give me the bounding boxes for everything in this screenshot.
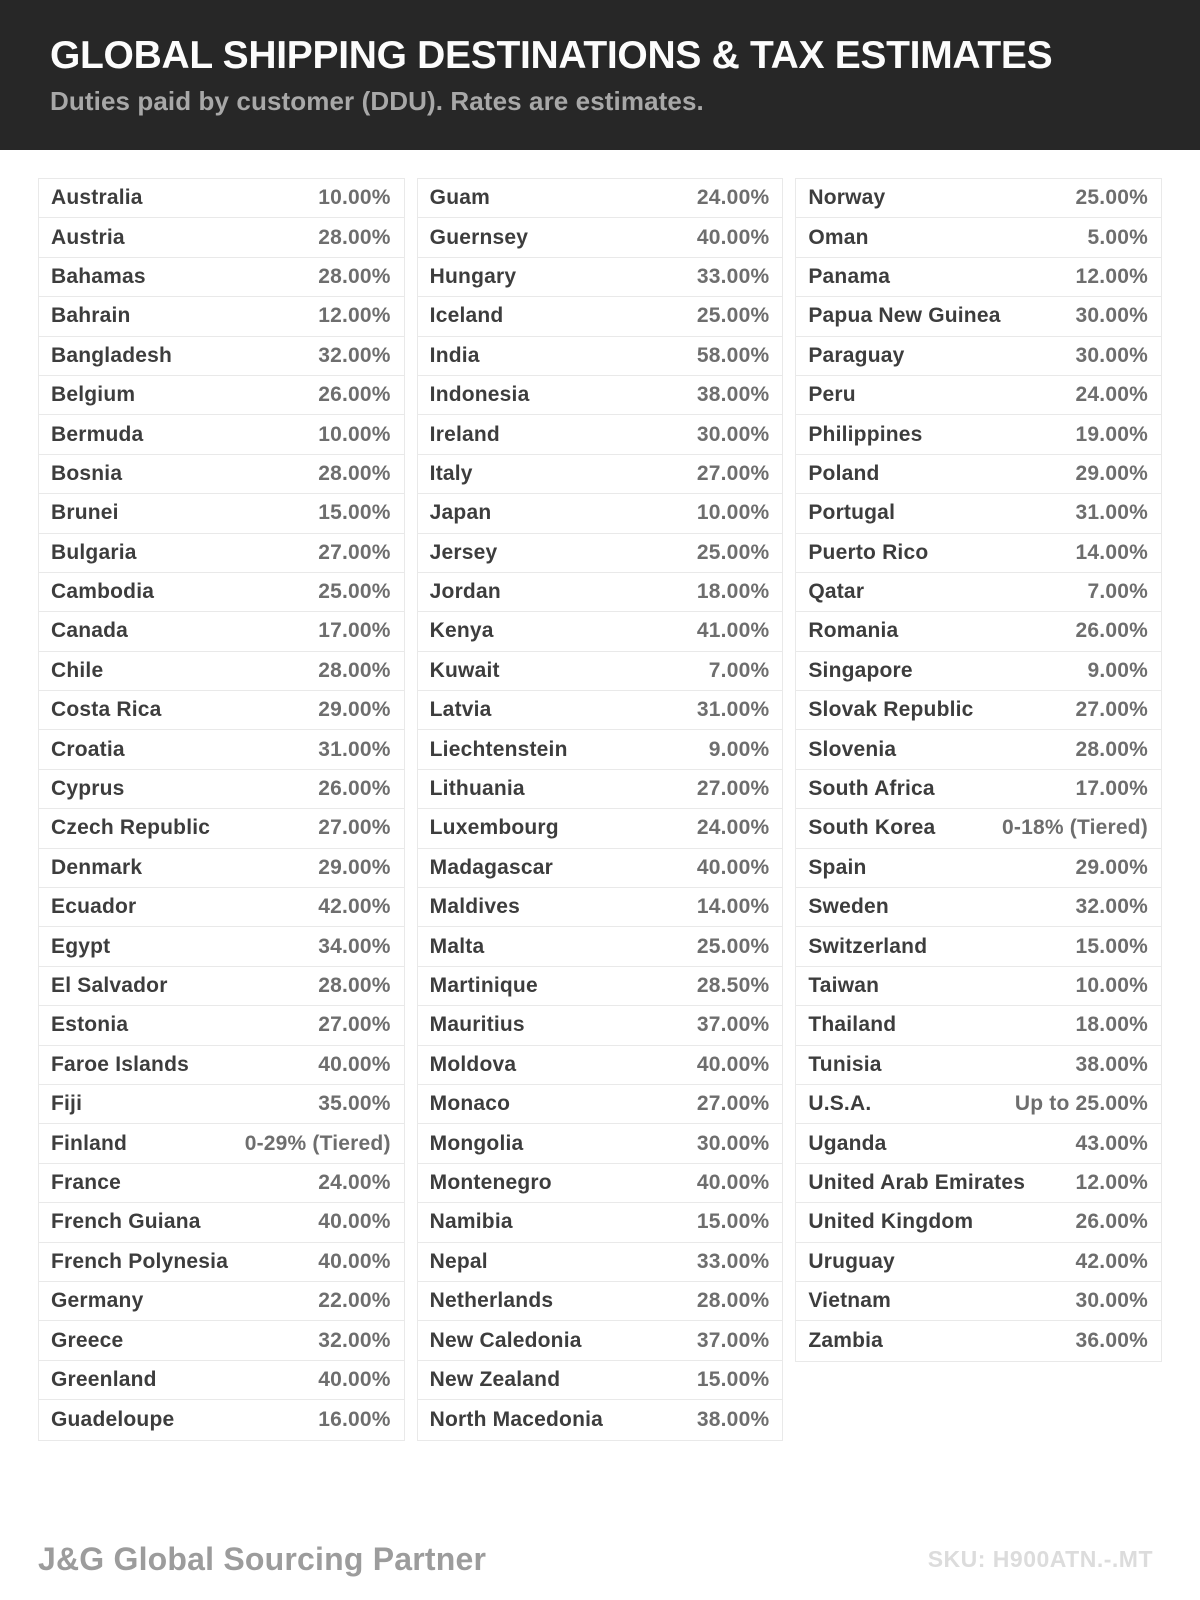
country-name: Estonia bbox=[51, 1013, 129, 1037]
tax-rate: 27.00% bbox=[696, 461, 770, 485]
table-row bbox=[418, 297, 783, 336]
country-name: Guernsey bbox=[429, 225, 529, 249]
country-name: Croatia bbox=[51, 737, 125, 761]
table-row bbox=[39, 927, 404, 966]
tax-rate: 28.00% bbox=[696, 1289, 770, 1313]
table-row bbox=[796, 376, 1161, 415]
tax-rate: 31.00% bbox=[696, 698, 770, 722]
tax-rate: 40.00% bbox=[696, 1052, 770, 1076]
table-row bbox=[796, 258, 1161, 297]
tax-rate: 16.00% bbox=[318, 1407, 391, 1431]
country-name: Oman bbox=[808, 225, 869, 249]
table-row bbox=[418, 1361, 783, 1400]
country-name: Puerto Rico bbox=[808, 540, 929, 564]
table-row bbox=[418, 455, 783, 494]
table-row bbox=[418, 1203, 783, 1242]
country-name: India bbox=[429, 343, 480, 367]
tax-rate: 30.00% bbox=[696, 1131, 770, 1155]
tax-rate: 9.00% bbox=[708, 737, 770, 761]
tax-rate: 18.00% bbox=[1075, 1013, 1148, 1037]
table-row bbox=[418, 1124, 783, 1163]
table-row bbox=[796, 1046, 1161, 1085]
tax-rate: 40.00% bbox=[696, 855, 770, 879]
table-row bbox=[796, 888, 1161, 927]
table-row bbox=[39, 1006, 404, 1045]
country-name: Taiwan bbox=[808, 974, 880, 997]
country-name: Mongolia bbox=[429, 1131, 524, 1155]
country-name: Austria bbox=[51, 225, 125, 249]
tax-rate: 29.00% bbox=[1075, 461, 1148, 485]
table-row bbox=[796, 730, 1161, 769]
table-row bbox=[796, 534, 1161, 573]
tax-rate: 26.00% bbox=[1075, 619, 1148, 643]
tax-rate: 35.00% bbox=[318, 1092, 391, 1116]
tax-rate: 15.00% bbox=[696, 1210, 770, 1234]
table-row bbox=[418, 1282, 783, 1321]
tax-rate: Up to 25.00% bbox=[1014, 1092, 1148, 1116]
tax-rate: 28.00% bbox=[318, 461, 391, 485]
tax-rate: 10.00% bbox=[1075, 974, 1148, 997]
table-row bbox=[796, 1006, 1161, 1045]
table-row bbox=[796, 494, 1161, 533]
tax-rate: 33.00% bbox=[696, 264, 770, 288]
country-name: Japan bbox=[429, 501, 492, 525]
country-name: French Polynesia bbox=[51, 1249, 229, 1273]
table-row bbox=[39, 455, 404, 494]
country-name: Lithuania bbox=[429, 777, 525, 801]
country-name: Luxembourg bbox=[429, 816, 559, 840]
tax-rate: 31.00% bbox=[318, 737, 391, 761]
tax-rate: 58.00% bbox=[696, 343, 770, 367]
tax-rate: 12.00% bbox=[1075, 1170, 1148, 1194]
country-name: Guam bbox=[429, 186, 490, 210]
table-row bbox=[796, 1085, 1161, 1124]
country-name: New Zealand bbox=[429, 1367, 561, 1391]
country-name: Maldives bbox=[429, 895, 520, 919]
country-name: Mauritius bbox=[429, 1013, 525, 1037]
tax-rate: 32.00% bbox=[318, 343, 391, 367]
table-row bbox=[39, 1046, 404, 1085]
tax-rate: 25.00% bbox=[1075, 186, 1148, 210]
tax-rate: 25.00% bbox=[696, 934, 770, 958]
tax-rate: 30.00% bbox=[1075, 1289, 1148, 1313]
table-row bbox=[39, 888, 404, 927]
table-row bbox=[39, 258, 404, 297]
table-row bbox=[39, 809, 404, 848]
country-name: Portugal bbox=[808, 501, 896, 525]
table-row bbox=[418, 809, 783, 848]
country-name: Bermuda bbox=[51, 422, 144, 446]
country-name: Bosnia bbox=[51, 461, 123, 485]
table-row bbox=[796, 297, 1161, 336]
table-row bbox=[796, 218, 1161, 257]
table-row bbox=[39, 415, 404, 454]
table-row bbox=[418, 1164, 783, 1203]
tax-rate: 5.00% bbox=[1087, 225, 1148, 249]
tax-rate: 40.00% bbox=[318, 1052, 391, 1076]
table-row bbox=[39, 612, 404, 651]
table-row bbox=[418, 612, 783, 651]
tax-rate: 28.00% bbox=[1075, 737, 1148, 761]
table-row bbox=[39, 1243, 404, 1282]
table-row bbox=[796, 691, 1161, 730]
table-column-3 bbox=[795, 178, 1162, 1362]
tax-rate: 40.00% bbox=[318, 1367, 391, 1391]
table-row bbox=[418, 337, 783, 376]
tax-rate: 38.00% bbox=[1075, 1052, 1148, 1076]
tax-rate: 27.00% bbox=[1075, 698, 1148, 722]
tax-rate: 0-18% (Tiered) bbox=[1002, 816, 1148, 840]
country-name: Faroe Islands bbox=[51, 1052, 189, 1076]
tax-rate: 37.00% bbox=[696, 1328, 770, 1352]
tax-rate: 12.00% bbox=[318, 304, 391, 328]
tax-rate: 14.00% bbox=[696, 895, 770, 919]
tax-rate: 27.00% bbox=[318, 1013, 391, 1037]
country-name: Martinique bbox=[429, 974, 538, 997]
tax-rate: 29.00% bbox=[1075, 855, 1148, 879]
table-row bbox=[39, 1085, 404, 1124]
country-name: Zambia bbox=[808, 1329, 884, 1353]
tax-rate: 33.00% bbox=[696, 1249, 770, 1273]
table-row bbox=[39, 297, 404, 336]
country-name: Switzerland bbox=[808, 934, 928, 958]
tax-rate: 28.00% bbox=[318, 225, 391, 249]
country-name: U.S.A. bbox=[808, 1092, 872, 1116]
table-row bbox=[39, 652, 404, 691]
header-banner bbox=[0, 0, 1200, 150]
table-row bbox=[418, 1046, 783, 1085]
country-name: Costa Rica bbox=[51, 698, 162, 722]
table-row bbox=[39, 1321, 404, 1360]
table-row bbox=[39, 337, 404, 376]
tax-rate: 25.00% bbox=[696, 540, 770, 564]
country-name: Paraguay bbox=[808, 343, 905, 367]
sku-label: SKU: H900ATN.-.MT bbox=[927, 1545, 1153, 1572]
country-name: Germany bbox=[51, 1289, 144, 1313]
country-name: Cyprus bbox=[51, 777, 125, 801]
country-name: New Caledonia bbox=[429, 1328, 582, 1352]
table-row bbox=[39, 218, 404, 257]
tax-rate: 25.00% bbox=[696, 304, 770, 328]
country-name: Latvia bbox=[429, 698, 492, 722]
country-name: French Guiana bbox=[51, 1210, 201, 1234]
table-row bbox=[418, 691, 783, 730]
tax-rate: 17.00% bbox=[318, 619, 391, 643]
tax-rate: 26.00% bbox=[318, 777, 391, 801]
tax-rate: 43.00% bbox=[1075, 1131, 1148, 1155]
table-row bbox=[796, 809, 1161, 848]
country-name: Philippines bbox=[808, 422, 923, 446]
tax-rate: 12.00% bbox=[1075, 264, 1148, 288]
tax-rate: 24.00% bbox=[318, 1170, 391, 1194]
country-name: Papua New Guinea bbox=[808, 304, 1001, 328]
table-row bbox=[418, 730, 783, 769]
country-name: Monaco bbox=[429, 1092, 511, 1116]
country-name: United Arab Emirates bbox=[808, 1170, 1026, 1194]
table-row bbox=[39, 376, 404, 415]
country-name: Hungary bbox=[429, 264, 517, 288]
country-name: Panama bbox=[808, 264, 891, 288]
tax-rate: 42.00% bbox=[318, 895, 391, 919]
table-row bbox=[796, 1164, 1161, 1203]
table-row bbox=[418, 927, 783, 966]
country-name: Moldova bbox=[429, 1052, 517, 1076]
table-row bbox=[796, 1203, 1161, 1242]
tax-rate: 26.00% bbox=[1075, 1210, 1148, 1234]
table-row bbox=[39, 967, 404, 1006]
table-row bbox=[39, 1400, 404, 1439]
tax-rate: 32.00% bbox=[318, 1328, 391, 1352]
tax-rate: 38.00% bbox=[696, 1407, 770, 1431]
table-row bbox=[39, 179, 404, 218]
tax-rate: 18.00% bbox=[696, 580, 770, 604]
tax-rate: 10.00% bbox=[318, 186, 391, 210]
table-row bbox=[39, 1282, 404, 1321]
tax-rate: 27.00% bbox=[318, 540, 391, 564]
table-row bbox=[796, 1243, 1161, 1282]
table-row bbox=[39, 1361, 404, 1400]
table-row bbox=[796, 1321, 1161, 1360]
country-name: Cambodia bbox=[51, 580, 155, 604]
table-row bbox=[418, 376, 783, 415]
country-name: South Korea bbox=[808, 816, 936, 840]
table-row bbox=[418, 849, 783, 888]
country-name: Australia bbox=[51, 186, 143, 210]
country-name: United Kingdom bbox=[808, 1210, 974, 1234]
country-name: France bbox=[51, 1170, 122, 1194]
country-name: Czech Republic bbox=[51, 816, 211, 840]
table-row bbox=[39, 573, 404, 612]
country-name: Bulgaria bbox=[51, 540, 137, 564]
table-row bbox=[39, 534, 404, 573]
table-row bbox=[418, 1006, 783, 1045]
country-name: Kuwait bbox=[429, 658, 500, 682]
tax-rate: 40.00% bbox=[696, 225, 770, 249]
table-row bbox=[796, 1282, 1161, 1321]
tax-rate: 15.00% bbox=[696, 1367, 770, 1391]
country-name: Bangladesh bbox=[51, 343, 173, 367]
table-column-1 bbox=[38, 178, 405, 1441]
tax-rate: 9.00% bbox=[1087, 658, 1148, 682]
country-name: Poland bbox=[808, 461, 880, 485]
tax-rate: 24.00% bbox=[696, 186, 770, 210]
country-name: Singapore bbox=[808, 658, 913, 682]
country-name: Kenya bbox=[429, 619, 494, 643]
tax-rate: 15.00% bbox=[318, 501, 391, 525]
table-row bbox=[418, 652, 783, 691]
tax-rate: 7.00% bbox=[708, 658, 770, 682]
tax-rate: 31.00% bbox=[1075, 501, 1148, 525]
country-name: Ecuador bbox=[51, 895, 137, 919]
country-name: North Macedonia bbox=[429, 1407, 604, 1431]
tax-rate: 10.00% bbox=[318, 422, 391, 446]
country-name: El Salvador bbox=[51, 974, 168, 997]
country-name: Uruguay bbox=[808, 1249, 895, 1273]
brand-text: J&G Global Sourcing Partner bbox=[38, 1540, 487, 1577]
table-row bbox=[39, 1164, 404, 1203]
country-name: Namibia bbox=[429, 1210, 513, 1234]
country-name: Liechtenstein bbox=[429, 737, 568, 761]
table-row bbox=[796, 415, 1161, 454]
table-row bbox=[418, 888, 783, 927]
tax-rate: 29.00% bbox=[318, 855, 391, 879]
country-name: Montenegro bbox=[429, 1170, 552, 1194]
country-name: Tunisia bbox=[808, 1052, 882, 1076]
tax-rate: 25.00% bbox=[318, 580, 391, 604]
table-row bbox=[39, 730, 404, 769]
tax-rate: 14.00% bbox=[1075, 540, 1148, 564]
tax-rate: 28.00% bbox=[318, 974, 391, 997]
tax-rate: 42.00% bbox=[1075, 1249, 1148, 1273]
country-name: Guadeloupe bbox=[51, 1407, 175, 1431]
table-row bbox=[39, 1203, 404, 1242]
tax-rate: 38.00% bbox=[696, 383, 770, 407]
tax-rate: 17.00% bbox=[1075, 777, 1148, 801]
country-name: Norway bbox=[808, 186, 886, 210]
table-row bbox=[796, 337, 1161, 376]
country-name: Brunei bbox=[51, 501, 119, 525]
country-name: Vietnam bbox=[808, 1289, 892, 1313]
table-row bbox=[796, 849, 1161, 888]
tax-rate: 37.00% bbox=[696, 1013, 770, 1037]
table-row bbox=[418, 1085, 783, 1124]
tax-rate: 27.00% bbox=[696, 777, 770, 801]
country-name: South Africa bbox=[808, 777, 935, 801]
tax-rate: 7.00% bbox=[1087, 580, 1148, 604]
country-name: Thailand bbox=[808, 1013, 897, 1037]
country-name: Fiji bbox=[51, 1092, 83, 1116]
table-row bbox=[796, 455, 1161, 494]
country-name: Italy bbox=[429, 461, 473, 485]
table-row bbox=[418, 770, 783, 809]
table-row bbox=[796, 652, 1161, 691]
table-row bbox=[39, 1124, 404, 1163]
tax-rate: 28.50% bbox=[696, 974, 770, 997]
tax-rate: 40.00% bbox=[696, 1170, 770, 1194]
tax-rate: 28.00% bbox=[318, 658, 391, 682]
tax-rate: 15.00% bbox=[1075, 934, 1148, 958]
table-row bbox=[418, 1400, 783, 1439]
table-row bbox=[796, 179, 1161, 218]
tax-rate: 0-29% (Tiered) bbox=[244, 1131, 391, 1155]
country-name: Slovenia bbox=[808, 737, 897, 761]
country-name: Qatar bbox=[808, 580, 865, 604]
table-row bbox=[39, 494, 404, 533]
footer bbox=[38, 1537, 1153, 1581]
table-row bbox=[418, 573, 783, 612]
tax-rate: 26.00% bbox=[318, 383, 391, 407]
tax-rate: 40.00% bbox=[318, 1249, 391, 1273]
tax-rate: 27.00% bbox=[318, 816, 391, 840]
country-name: Canada bbox=[51, 619, 129, 643]
table-row bbox=[418, 218, 783, 257]
country-name: Iceland bbox=[429, 304, 504, 328]
tax-rate: 28.00% bbox=[318, 264, 391, 288]
table-row bbox=[418, 494, 783, 533]
table-row bbox=[418, 179, 783, 218]
country-name: Ireland bbox=[429, 422, 500, 446]
tax-rate: 29.00% bbox=[318, 698, 391, 722]
table-row bbox=[796, 967, 1161, 1006]
country-name: Finland bbox=[51, 1131, 128, 1155]
tax-rate: 22.00% bbox=[318, 1289, 391, 1313]
table-row bbox=[796, 573, 1161, 612]
tax-rate: 19.00% bbox=[1075, 422, 1148, 446]
table-row bbox=[796, 927, 1161, 966]
table-row bbox=[796, 612, 1161, 651]
country-name: Chile bbox=[51, 658, 104, 682]
table-row bbox=[418, 967, 783, 1006]
table-row bbox=[418, 1321, 783, 1360]
country-name: Belgium bbox=[51, 383, 136, 407]
table-row bbox=[418, 1243, 783, 1282]
country-name: Nepal bbox=[429, 1249, 488, 1273]
table-row bbox=[796, 770, 1161, 809]
country-name: Greece bbox=[51, 1328, 124, 1352]
tax-rate: 41.00% bbox=[696, 619, 770, 643]
country-name: Spain bbox=[808, 855, 867, 879]
country-name: Romania bbox=[808, 619, 899, 643]
table-row bbox=[418, 415, 783, 454]
page-subtitle: Duties paid by customer (DDU). Rates are estimates. bbox=[50, 85, 704, 116]
country-name: Bahamas bbox=[51, 264, 146, 288]
tax-rate: 24.00% bbox=[1075, 383, 1148, 407]
table-row bbox=[39, 770, 404, 809]
country-name: Bahrain bbox=[51, 304, 131, 328]
country-name: Denmark bbox=[51, 855, 143, 879]
tax-rate: 24.00% bbox=[696, 816, 770, 840]
country-name: Jordan bbox=[429, 580, 501, 604]
tax-rate: 30.00% bbox=[1075, 304, 1148, 328]
tax-rate: 36.00% bbox=[1075, 1329, 1148, 1353]
tax-rate: 34.00% bbox=[318, 934, 391, 958]
country-name: Sweden bbox=[808, 895, 889, 919]
country-name: Uganda bbox=[808, 1131, 887, 1155]
country-name: Malta bbox=[429, 934, 485, 958]
table-row bbox=[39, 691, 404, 730]
tax-rate: 27.00% bbox=[696, 1092, 770, 1116]
country-name: Egypt bbox=[51, 934, 111, 958]
country-name: Greenland bbox=[51, 1367, 157, 1391]
table-row bbox=[796, 1124, 1161, 1163]
country-name: Madagascar bbox=[429, 855, 554, 879]
tax-rate: 10.00% bbox=[696, 501, 770, 525]
page-title: GLOBAL SHIPPING DESTINATIONS & TAX ESTIMATES bbox=[50, 34, 1053, 77]
tax-rate-table bbox=[0, 178, 1200, 1441]
tax-rate: 30.00% bbox=[1075, 343, 1148, 367]
country-name: Slovak Republic bbox=[808, 698, 974, 722]
table-row bbox=[418, 534, 783, 573]
tax-rate: 32.00% bbox=[1075, 895, 1148, 919]
country-name: Netherlands bbox=[429, 1289, 554, 1313]
table-column-2 bbox=[417, 178, 784, 1441]
table-row bbox=[39, 849, 404, 888]
country-name: Jersey bbox=[429, 540, 498, 564]
tax-rate: 30.00% bbox=[696, 422, 770, 446]
country-name: Indonesia bbox=[429, 383, 530, 407]
table-row bbox=[418, 258, 783, 297]
tax-rate: 40.00% bbox=[318, 1210, 391, 1234]
country-name: Peru bbox=[808, 383, 856, 407]
